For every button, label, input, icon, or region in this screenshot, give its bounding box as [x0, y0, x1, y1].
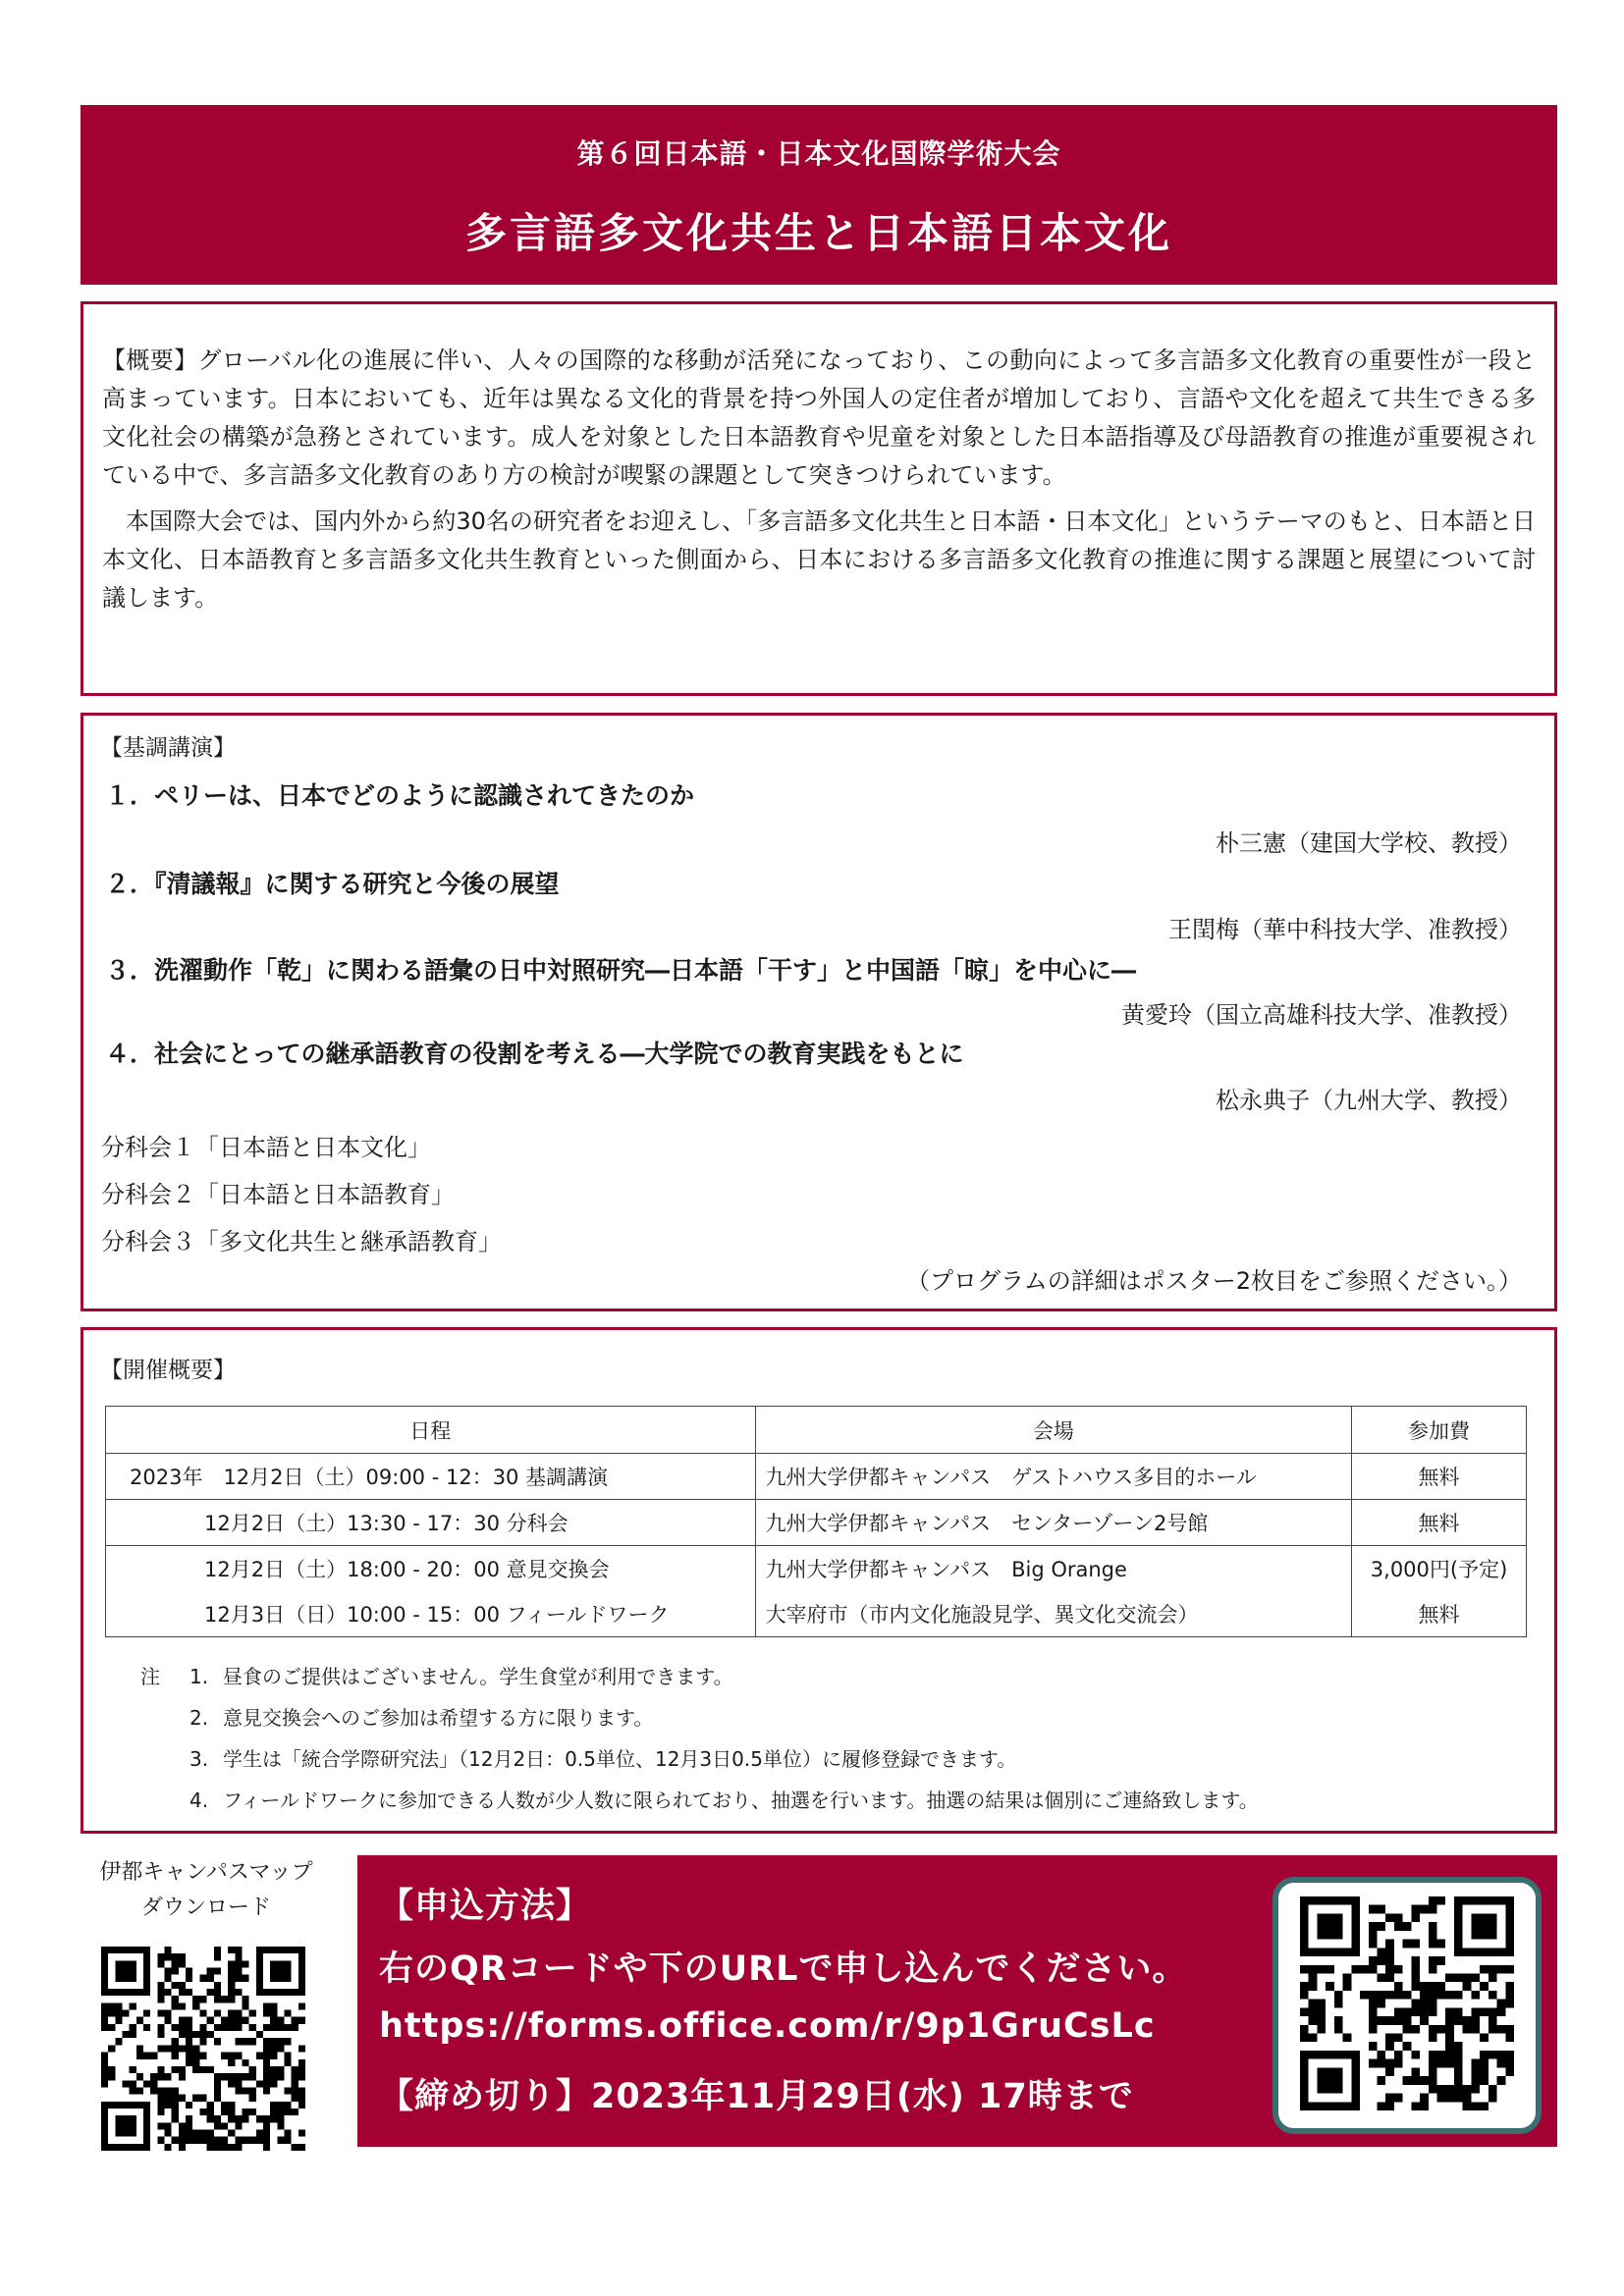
conference-subtitle: 第６回日本語・日本文化国際学術大会 — [576, 137, 1061, 170]
table-row — [106, 1546, 1527, 1592]
apply-qr-frame — [1272, 1877, 1542, 2134]
row-date: 12月2日（土）18:00 - 20：00 意見交換会 — [106, 1546, 756, 1592]
keynote-speaker-4: 松永典子（九州大学、教授） — [1216, 1087, 1522, 1114]
apply-deadline: 【締め切り】2023年11月29日(水) 17時まで — [379, 2077, 1134, 2116]
row-date: 2023年 12月2日（土）09:00 - 12：30 基調講演 — [106, 1454, 756, 1500]
event-section — [81, 1327, 1557, 1834]
note-item: 2. 意見交換会へのご参加は希望する方に限ります。 — [189, 1706, 654, 1730]
keynote-speaker-3: 黄愛玲（国立高雄科技大学、准教授） — [1121, 1001, 1522, 1029]
keynote-heading: 【基調講演】 — [100, 735, 236, 761]
overview-paragraph-1: 【概要】グローバル化の進展に伴い、人々の国際的な移動が活発になっており、この動向によって多言語多文化教育の重要性が一段と高まっています。日本においても、近年は異なる文化的背景を持つ外国人の定住者が増加しており、言語や文化を超えて共生できる多文化社会の構築が急務とされています。成人を対象とした日本語教育や児童を対象とした日本語指導及び母語教育の推進が重要視されている中で、多言語多文化教育のあり方の検討が喫緊の課題として突きつけられています。 — [102, 347, 1536, 489]
note-item: 注 1. 昼食のご提供はございません。学生食堂が利用できます。 — [140, 1656, 1259, 1697]
session-2: 分科会２「日本語と日本語教育」 — [101, 1181, 455, 1208]
overview-paragraph-2: 本国際大会では、国内外から約30名の研究者をお迎えし、「多言語多文化共生と日本語・日本文化」というテーマのもと、日本語と日本文化、日本語教育と多言語多文化共生教育といった側面から、日本における多言語多文化教育の推進に関する課題と展望について討議します。 — [102, 507, 1536, 612]
table-row — [106, 1454, 1527, 1500]
session-1: 分科会１「日本語と日本文化」 — [101, 1134, 431, 1161]
row-venue: 大宰府市（市内文化施設見学、異文化交流会） — [755, 1591, 1352, 1637]
row-date: 12月2日（土）13:30 - 17：30 分科会 — [106, 1500, 756, 1546]
row-date: 12月3日（日）10:00 - 15：00 フィールドワーク — [106, 1591, 756, 1637]
row-venue: 九州大学伊都キャンパス Big Orange — [755, 1546, 1352, 1592]
conference-title: 多言語多文化共生と日本語日本文化 — [464, 209, 1172, 257]
table-header-row — [106, 1407, 1527, 1454]
column-header-venue: 会場 — [755, 1407, 1352, 1454]
header-banner — [81, 105, 1557, 285]
keynote-speaker-2: 王閏梅（華中科技大学、准教授） — [1168, 916, 1522, 943]
apply-instruction: 右のQRコードや下のURLで申し込んでください。 — [379, 1949, 1188, 1989]
keynote-title-3: ３．洗濯動作「乾」に関わる語彙の日中対照研究―日本語「干す」と中国語「晾」を中心に― — [105, 956, 1137, 985]
notes-list — [140, 1656, 1259, 1821]
row-fee: 無料 — [1352, 1591, 1527, 1637]
overview-section — [81, 301, 1557, 696]
table-row — [106, 1591, 1527, 1637]
row-venue: 九州大学伊都キャンパス ゲストハウス多目的ホール — [755, 1454, 1352, 1500]
campus-map-label-line-2: ダウンロード — [140, 1896, 271, 1920]
campus-map-label-line-1: 伊都キャンパスマップ — [99, 1860, 313, 1885]
keynote-title-2: ２．『清議報』に関する研究と今後の展望 — [105, 870, 560, 898]
apply-qr-code[interactable] — [1300, 1896, 1514, 2110]
keynote-title-4: ４．社会にとっての継承語教育の役割を考える―大学院での教育実践をもとに — [105, 1040, 964, 1068]
table-row — [106, 1500, 1527, 1546]
keynote-speaker-1: 朴三憲（建国大学校、教授） — [1216, 829, 1522, 857]
schedule-table — [105, 1406, 1527, 1637]
column-header-fee: 参加費 — [1352, 1407, 1527, 1454]
notes-mark: 注 — [140, 1665, 160, 1688]
session-3: 分科会３「多文化共生と継承語教育」 — [101, 1228, 502, 1255]
program-note: （プログラムの詳細はポスター2枚目をご参照ください。） — [905, 1267, 1522, 1295]
note-item: 4. フィールドワークに参加できる人数が少人数に限られており、抽選を行います。抽選の結果は個別にご連絡致します。 — [189, 1789, 1259, 1812]
event-heading: 【開催概要】 — [100, 1358, 236, 1383]
apply-heading: 【申込方法】 — [379, 1887, 592, 1926]
row-fee: 無料 — [1352, 1454, 1527, 1500]
row-venue: 九州大学伊都キャンパス センターゾーン2号館 — [755, 1500, 1352, 1546]
column-header-date: 日程 — [106, 1407, 756, 1454]
keynote-title-1: １．ペリーは、日本でどのように認識されてきたのか — [105, 781, 695, 810]
apply-url-link[interactable]: https://forms.office.com/r/9p1GruCsLc — [379, 2006, 1156, 2046]
note-item: 3. 学生は「統合学際研究法」（12月2日：0.5単位、12月3日0.5単位）に履修登録できます。 — [189, 1747, 1017, 1771]
row-fee: 無料 — [1352, 1500, 1527, 1546]
campus-map-qr-code[interactable] — [101, 1947, 305, 2151]
row-fee: 3,000円(予定) — [1352, 1546, 1527, 1592]
application-panel — [357, 1855, 1557, 2147]
keynote-section — [81, 713, 1557, 1311]
campus-map-label — [88, 1855, 324, 1926]
